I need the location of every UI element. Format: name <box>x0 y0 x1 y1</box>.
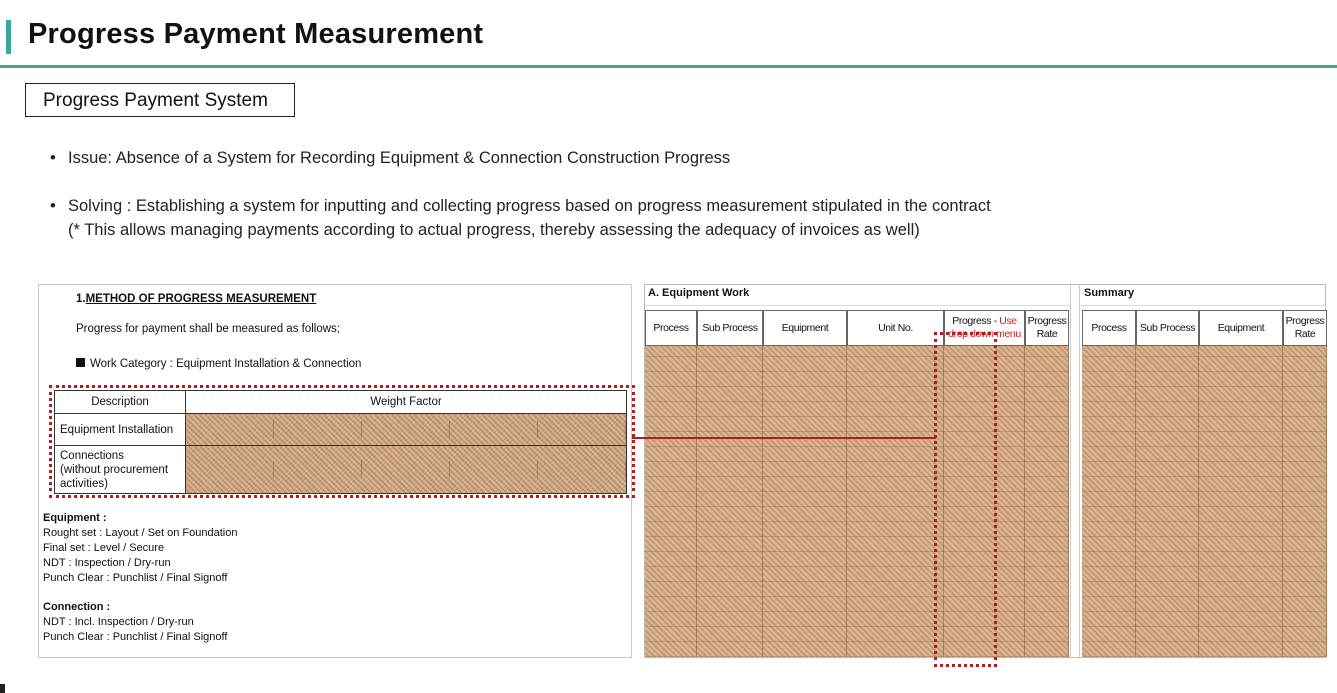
connector-line <box>632 437 936 439</box>
header-equipment: Equipment <box>763 310 847 346</box>
method-number: 1. <box>76 293 86 305</box>
bullet-solving <box>50 194 991 242</box>
equipment-heading: Equipment : <box>43 512 107 524</box>
connection-heading: Connection : <box>43 601 111 613</box>
summary-header-progress-rate <box>1283 310 1327 346</box>
equipment-rows-obscured <box>645 346 1069 657</box>
weight-factor-table <box>54 390 627 494</box>
highlight-progress-column <box>934 332 997 667</box>
connections-label-1: Connections <box>60 449 124 462</box>
corner-mark <box>0 684 5 693</box>
title-bar <box>0 0 1337 68</box>
header-row-equipment <box>645 310 1069 346</box>
note-line: Final set : Level / Secure <box>43 542 165 554</box>
method-intro: Progress for payment shall be measured as follows; <box>76 323 340 335</box>
col-description: Description <box>55 391 186 414</box>
summary-rate-line-2: Rate <box>1294 328 1316 340</box>
bullet-issue: • Issue: Absence of a System for Recording Equipment & Connection Construction Progress <box>50 146 991 170</box>
header-progress-rate <box>1025 310 1069 346</box>
summary-rows-obscured <box>1082 346 1327 657</box>
summary-header-sub-process: Sub Process <box>1136 310 1199 346</box>
column-gap <box>1070 285 1080 657</box>
note-line: NDT : Incl. Inspection / Dry-run <box>43 616 194 628</box>
header-unit-no: Unit No. <box>847 310 944 346</box>
progress-rate-line-1: Progress <box>1027 315 1067 327</box>
header-sub-process: Sub Process <box>697 310 763 346</box>
header-process: Process <box>645 310 697 346</box>
connections-label-3: activities) <box>60 477 108 490</box>
note-line: Rought set : Layout / Set on Foundation <box>43 527 238 539</box>
connections-label-2: (without procurement <box>60 463 169 476</box>
header-row-summary <box>1082 310 1327 346</box>
definitions-notes <box>43 511 237 645</box>
dropdown-hint: Use drop down menu <box>948 315 1021 340</box>
bullet-list <box>50 146 991 266</box>
square-bullet-icon <box>76 358 85 367</box>
weight-cells-obscured <box>186 446 627 494</box>
solving-line-1: • Solving : Establishing a system for inputting and collecting progress based on progress measurement stipulated in the contract <box>68 197 991 215</box>
progress-rate-line-2: Rate <box>1036 328 1058 340</box>
col-weight-factor: Weight Factor <box>186 391 627 414</box>
section-label-box: Progress Payment System <box>25 83 295 117</box>
note-line: Punch Clear : Punchlist / Final Signoff <box>43 631 228 643</box>
summary-rate-line-1: Progress <box>1285 315 1325 327</box>
row-connections <box>55 446 186 494</box>
work-category-text: Work Category : Equipment Installation & Connection <box>90 358 362 370</box>
note-line: NDT : Inspection / Dry-run <box>43 557 171 569</box>
weight-cells-obscured <box>186 414 627 446</box>
row-equipment-installation: Equipment Installation <box>55 414 186 446</box>
summary-header-process: Process <box>1082 310 1136 346</box>
work-category <box>76 358 361 370</box>
section-equipment-work: A. Equipment Work <box>648 287 750 299</box>
method-panel <box>38 284 632 658</box>
note-line: Punch Clear : Punchlist / Final Signoff <box>43 572 228 584</box>
method-heading-text: METHOD OF PROGRESS MEASUREMENT <box>85 293 317 305</box>
title-accent-bar <box>6 20 11 54</box>
summary-header-equipment: Equipment <box>1199 310 1283 346</box>
solving-line-2: (* This allows managing payments according to actual progress, thereby assessing the adequacy of invoices as well) <box>68 221 920 239</box>
method-heading <box>76 293 316 305</box>
section-summary: Summary <box>1084 287 1135 299</box>
page-title: Progress Payment Measurement <box>28 18 484 50</box>
progress-label: Progress - <box>952 315 1000 327</box>
